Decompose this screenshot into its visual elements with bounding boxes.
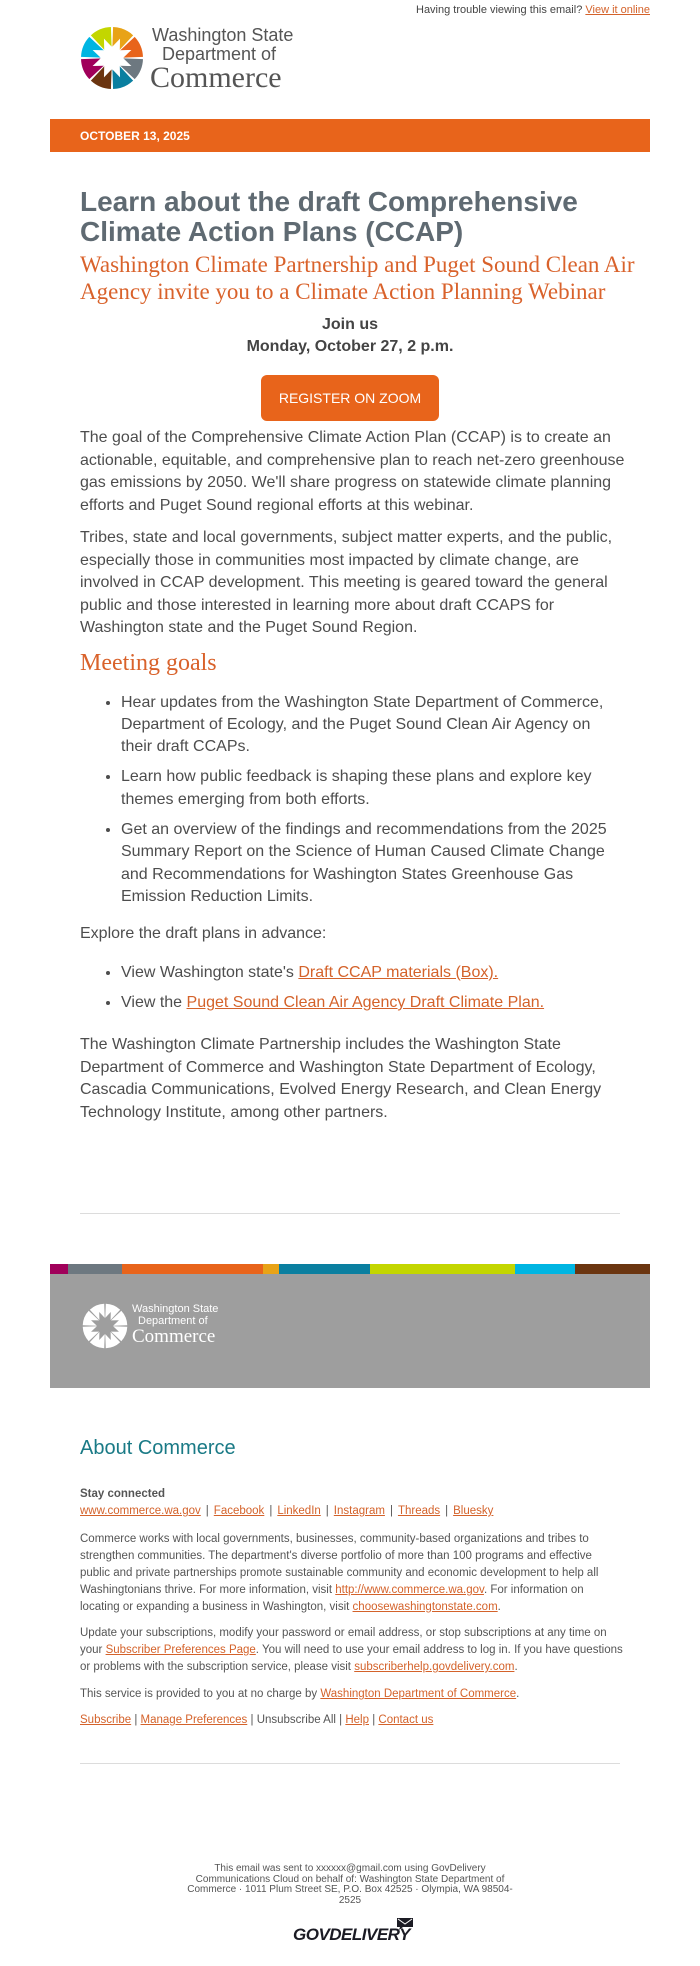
commerce-logo (80, 26, 320, 92)
service-text: . (516, 1688, 520, 1700)
about-text: . For information on locating or expanding a business in Washington, visit (80, 1584, 584, 1613)
bluesky-link[interactable]: Bluesky (453, 1505, 494, 1517)
about-text: Commerce works with local governments, businesses, community-based organizations and tribes to strengthen communities. The department's diverse portfolio of more than 100 programs and effective public and private partnerships promote sustainable community and economic development to help all Washingtonians thrive. For more information, visit (80, 1533, 599, 1596)
website-link[interactable]: www.commerce.wa.gov (80, 1505, 201, 1517)
govdelivery-wordmark: GOVDELIVERY (293, 1925, 410, 1944)
meeting-goals-heading: Meeting goals (80, 649, 217, 676)
commerce-wheel-white-icon (82, 1303, 128, 1349)
explore-item (121, 962, 620, 984)
govdelivery-logo (293, 1918, 413, 1948)
service-text: This service is provided to you at no charge by (80, 1688, 321, 1700)
logo-line1: Washington State (152, 25, 294, 45)
wa-commerce-link[interactable]: Washington Department of Commerce (320, 1688, 517, 1700)
choose-washington-link[interactable]: choosewashingtonstate.com (352, 1601, 498, 1613)
help-link[interactable]: Help (345, 1714, 369, 1726)
footer-banner (50, 1274, 650, 1388)
view-online-bar (416, 3, 650, 17)
main-content (80, 186, 635, 1124)
color-stripe (50, 1264, 650, 1274)
logo-line1: Washington State (132, 1303, 219, 1315)
explore-list (80, 962, 620, 1015)
subscriber-preferences-link[interactable]: Subscriber Preferences Page (105, 1644, 256, 1656)
logo-line3: Commerce (132, 1326, 216, 1347)
footer-about (80, 1435, 625, 1729)
goal-item: • Get an overview of the findings and recommendations from the 2025 Summary Report on the Science of Human Caused Climate Change and Recommendations for Washington States Greenhouse Gas Emission Reduction Limits. (121, 819, 620, 908)
manage-preferences-link[interactable]: Manage Preferences (140, 1714, 248, 1726)
update-text: . (514, 1661, 518, 1673)
subscription-paragraph (80, 1625, 625, 1676)
explore-prefix: View the (121, 993, 187, 1011)
explore-prefix: View Washington state's (121, 963, 299, 981)
register-on-zoom-button[interactable]: REGISTER ON ZOOM (261, 375, 439, 421)
pscaa-draft-plan-link[interactable]: Puget Sound Clean Air Agency Draft Climate Plan. (186, 993, 545, 1011)
contact-us-link[interactable]: Contact us (378, 1714, 434, 1726)
goal-item: • Learn how public feedback is shaping these plans and explore key themes emerging from both efforts. (121, 766, 620, 811)
update-text: Update your subscriptions, modify your password or email address, or stop subscriptions at any time on your (80, 1627, 607, 1656)
view-online-link[interactable]: View it online (585, 4, 650, 16)
stripe-segment (370, 1264, 515, 1274)
explore-item (121, 992, 620, 1014)
explore-text: Explore the draft plans in advance: (80, 925, 327, 943)
stripe-segment (575, 1264, 650, 1274)
trouble-text: Having trouble viewing this email? (416, 4, 583, 16)
page-title: Learn about the draft Comprehensive Climate Action Plans (CCAP) (80, 186, 578, 247)
partnership-paragraph: The Washington Climate Partnership includes the Washington State Department of Commerce and Washington State Department of Ecology, Cascadia Communications, Evolved Energy Research, and Clean Energy Technology Institute, among other partners. (80, 1036, 602, 1121)
logo-line2: Department of (138, 1315, 208, 1327)
unsubscribe-all[interactable]: Unsubscribe All (256, 1714, 336, 1726)
stripe-segment (279, 1264, 370, 1274)
logo-line3: Commerce (150, 61, 282, 94)
commerce-wheel-icon (80, 26, 144, 90)
envelope-icon (397, 1918, 413, 1930)
subscription-links: Subscribe | Manage Preferences | Unsubscribe All | Help | Contact us (80, 1714, 434, 1726)
service-paragraph (80, 1686, 625, 1703)
stripe-segment (515, 1264, 575, 1274)
issue-date: OCTOBER 13, 2025 (80, 129, 190, 143)
instagram-link[interactable]: Instagram (333, 1505, 385, 1517)
update-text: . You will need to use your email address to log in. If you have questions or problems with the subscription service, please visit (80, 1644, 623, 1673)
facebook-link[interactable]: Facebook (213, 1505, 265, 1517)
participants-paragraph: Tribes, state and local governments, subject matter experts, and the public, especially those in communities most impacted by climate change, are involved in CCAP development. This meeting is geared toward the general public and those interested in learning more about draft CCAPS for Washington state and the Puget Sound Region. (80, 529, 613, 636)
draft-ccap-materials-link[interactable]: Draft CCAP materials (Box). (298, 963, 499, 981)
divider (80, 1763, 620, 1764)
sent-to-notice: This email was sent to xxxxxx@gmail.com using GovDelivery Communications Cloud on behalf of: Washington State Department of Commerce · 1011 Plum Street SE, P.O. Box 42525 · Olympia, WA 98504-2525 (187, 1863, 513, 1906)
event-date: Monday, October 27, 2 p.m. (246, 338, 454, 355)
stay-connected-label: Stay connected (80, 1488, 165, 1500)
goal-item: • Hear updates from the Washington State Department of Commerce, Department of Ecology, and the Puget Sound Clean Air Agency on their draft CCAPs. (121, 692, 620, 759)
commerce-site-link[interactable]: http://www.commerce.wa.gov (335, 1584, 484, 1596)
threads-link[interactable]: Threads (397, 1505, 441, 1517)
stripe-segment (263, 1264, 279, 1274)
about-paragraph (80, 1531, 625, 1616)
about-text: . (497, 1601, 501, 1613)
footer-commerce-logo (82, 1303, 252, 1349)
subscribe-link[interactable]: Subscribe (80, 1714, 132, 1726)
subtitle: Washington Climate Partnership and Puget Sound Clean Air Agency invite you to a Climate Action Planning Webinar (80, 252, 635, 304)
logo-line2: Department of (162, 44, 277, 64)
join-us: Join us (321, 316, 378, 333)
divider (80, 1213, 620, 1214)
intro-paragraph: The goal of the Comprehensive Climate Action Plan (CCAP) is to create an actionable, equitable, and comprehensive plan to reach net-zero greenhouse gas emissions by 2050. We'll share progress on statewide climate planning efforts and Puget Sound regional efforts at this webinar. (80, 429, 625, 514)
stripe-segment (68, 1264, 122, 1274)
date-banner (50, 119, 650, 152)
stripe-segment (122, 1264, 263, 1274)
subscriber-help-link[interactable]: subscriberhelp.govdelivery.com (354, 1661, 515, 1673)
linkedin-link[interactable]: LinkedIn (277, 1505, 321, 1517)
stripe-segment (50, 1264, 68, 1274)
about-commerce-heading: About Commerce (80, 1437, 236, 1459)
meeting-goals-list (80, 692, 620, 909)
social-links: www.commerce.wa.gov | Facebook | LinkedIn | Instagram | Threads | Bluesky (80, 1505, 494, 1517)
